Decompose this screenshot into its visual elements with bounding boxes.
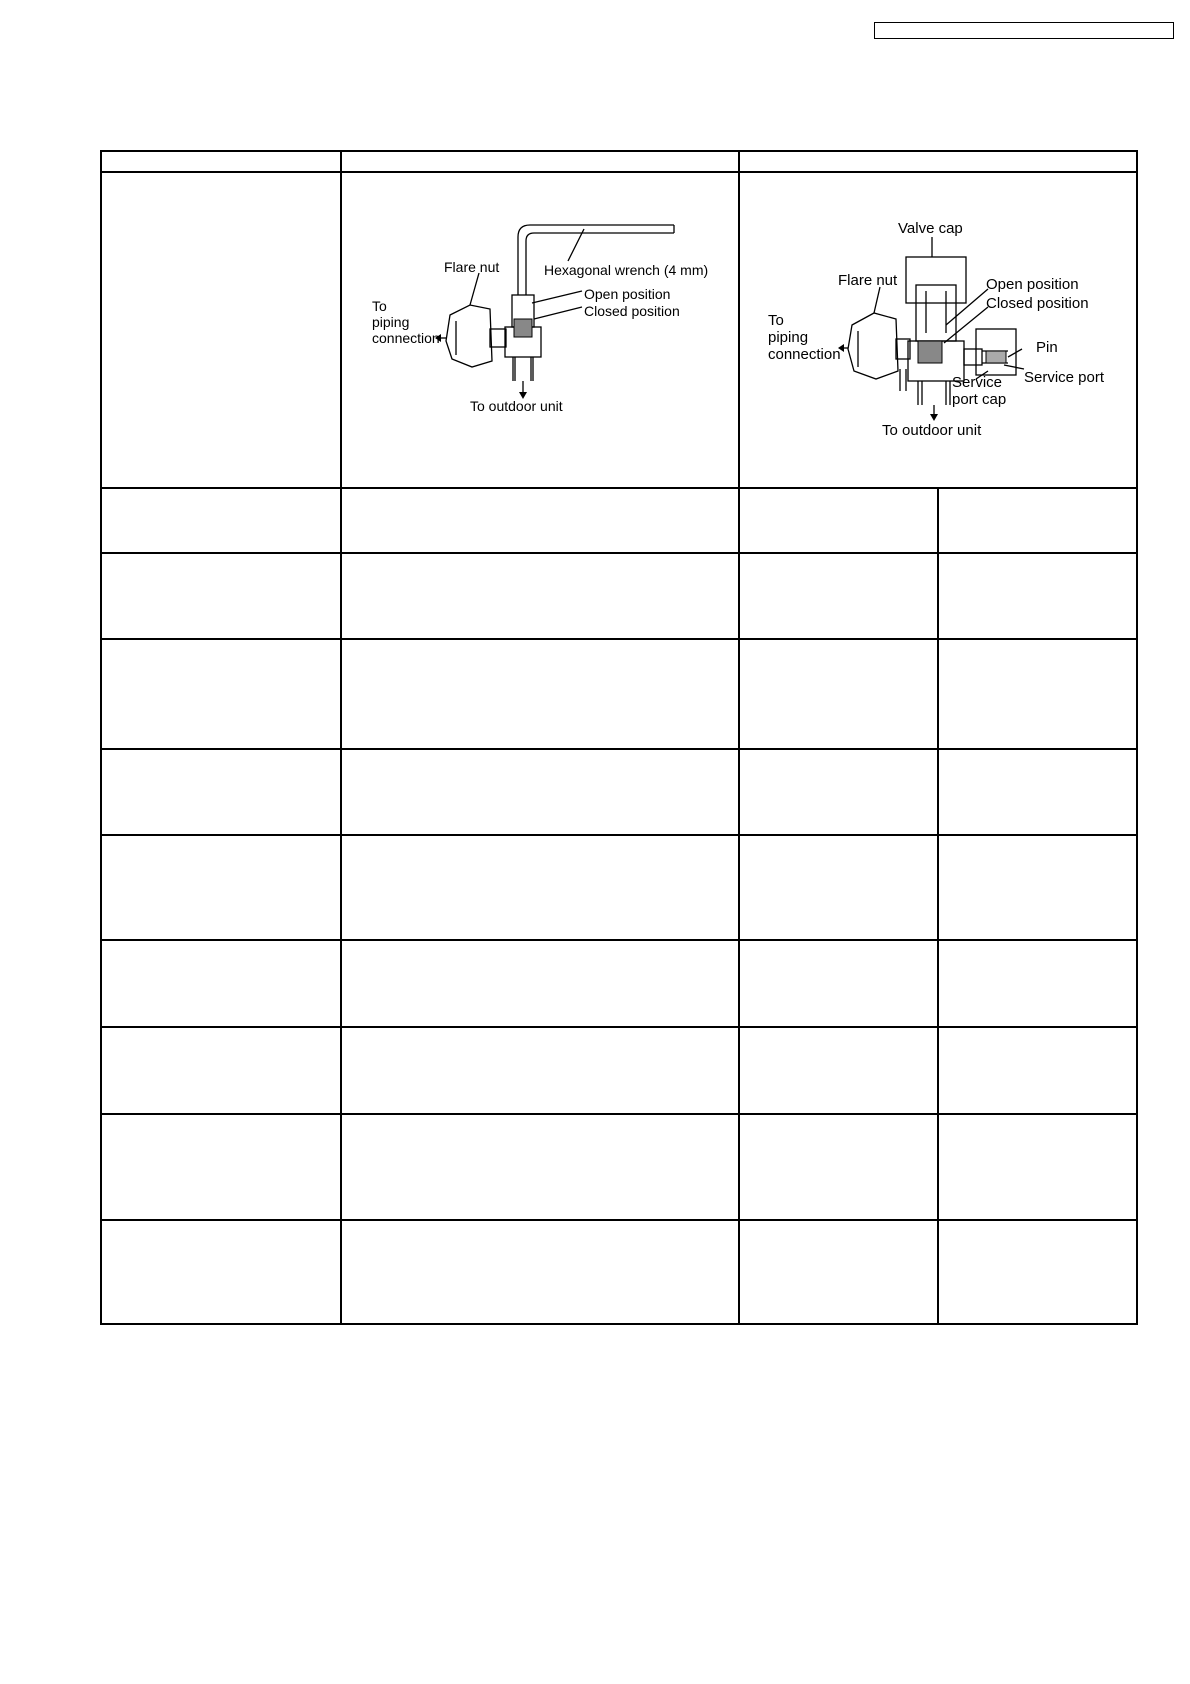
row-two-way <box>341 488 739 553</box>
row-label <box>101 835 341 940</box>
diagram-label-cell <box>101 172 341 488</box>
closed-position-label-3way: Closed position <box>986 295 1089 312</box>
open-position-label: Open position <box>584 286 671 302</box>
row-three-way-a <box>739 1114 938 1220</box>
row-three-way-b <box>938 835 1137 940</box>
table-row <box>101 488 1137 553</box>
row-three-way-b <box>938 639 1137 749</box>
service-label: Service <box>952 374 1003 391</box>
row-three-way-a <box>739 639 938 749</box>
row-label <box>101 639 341 749</box>
port-cap-label: port cap <box>952 391 1007 408</box>
piping-label: piping <box>372 314 410 330</box>
table-row <box>101 639 1137 749</box>
table-row <box>101 553 1137 639</box>
row-three-way-a <box>739 488 938 553</box>
connection-label: connection <box>372 330 440 346</box>
table-row <box>101 1114 1137 1220</box>
row-three-way-a <box>739 1027 938 1114</box>
header-cell-item <box>101 151 341 172</box>
table-row <box>101 749 1137 835</box>
row-label <box>101 1114 341 1220</box>
row-two-way <box>341 835 739 940</box>
hex-wrench-label: Hexagonal wrench (4 mm) <box>544 262 709 278</box>
row-label <box>101 488 341 553</box>
row-three-way-a <box>739 1220 938 1324</box>
open-position-label-3way: Open position <box>986 276 1079 293</box>
row-three-way-b <box>938 1114 1137 1220</box>
table-row <box>101 1220 1137 1324</box>
header-cell-3way <box>739 151 1137 172</box>
row-label <box>101 749 341 835</box>
row-label <box>101 940 341 1027</box>
three-way-valve-diagram <box>740 173 1138 487</box>
to-label: To <box>372 298 387 314</box>
row-three-way-b <box>938 940 1137 1027</box>
row-two-way <box>341 553 739 639</box>
flare-nut-label: Flare nut <box>444 259 500 275</box>
table-row <box>101 1027 1137 1114</box>
row-three-way-b <box>938 749 1137 835</box>
row-two-way <box>341 1220 739 1324</box>
row-three-way-a <box>739 940 938 1027</box>
to-outdoor-unit-label-3way: To outdoor unit <box>882 422 982 439</box>
row-label <box>101 1027 341 1114</box>
valve-cap-label: Valve cap <box>898 220 963 237</box>
row-three-way-b <box>938 553 1137 639</box>
row-three-way-b <box>938 1027 1137 1114</box>
service-port-label: Service port <box>1024 369 1105 386</box>
row-two-way <box>341 639 739 749</box>
table-row <box>101 835 1137 940</box>
two-way-valve-diagram <box>342 173 740 487</box>
row-two-way <box>341 1114 739 1220</box>
closed-position-label: Closed position <box>584 303 680 319</box>
table-header-row <box>101 151 1137 172</box>
row-three-way-b <box>938 488 1137 553</box>
connection-label-3way: connection <box>768 346 841 363</box>
row-label <box>101 1220 341 1324</box>
piping-label-3way: piping <box>768 329 809 346</box>
pin-label: Pin <box>1036 339 1058 356</box>
row-two-way <box>341 940 739 1027</box>
row-three-way-b <box>938 1220 1137 1324</box>
row-two-way <box>341 1027 739 1114</box>
row-label <box>101 553 341 639</box>
row-three-way-a <box>739 749 938 835</box>
diagram-row <box>101 172 1137 488</box>
model-number-box <box>874 22 1174 39</box>
row-two-way <box>341 749 739 835</box>
two-way-valve-cell <box>341 172 739 488</box>
row-three-way-a <box>739 553 938 639</box>
header-cell-2way <box>341 151 739 172</box>
valve-operation-table <box>100 150 1138 1325</box>
three-way-valve-cell <box>739 172 1137 488</box>
row-three-way-a <box>739 835 938 940</box>
flare-nut-label-3way: Flare nut <box>838 272 898 289</box>
table-row <box>101 940 1137 1027</box>
to-label-3way: To <box>768 312 784 329</box>
to-outdoor-unit-label: To outdoor unit <box>470 398 563 414</box>
